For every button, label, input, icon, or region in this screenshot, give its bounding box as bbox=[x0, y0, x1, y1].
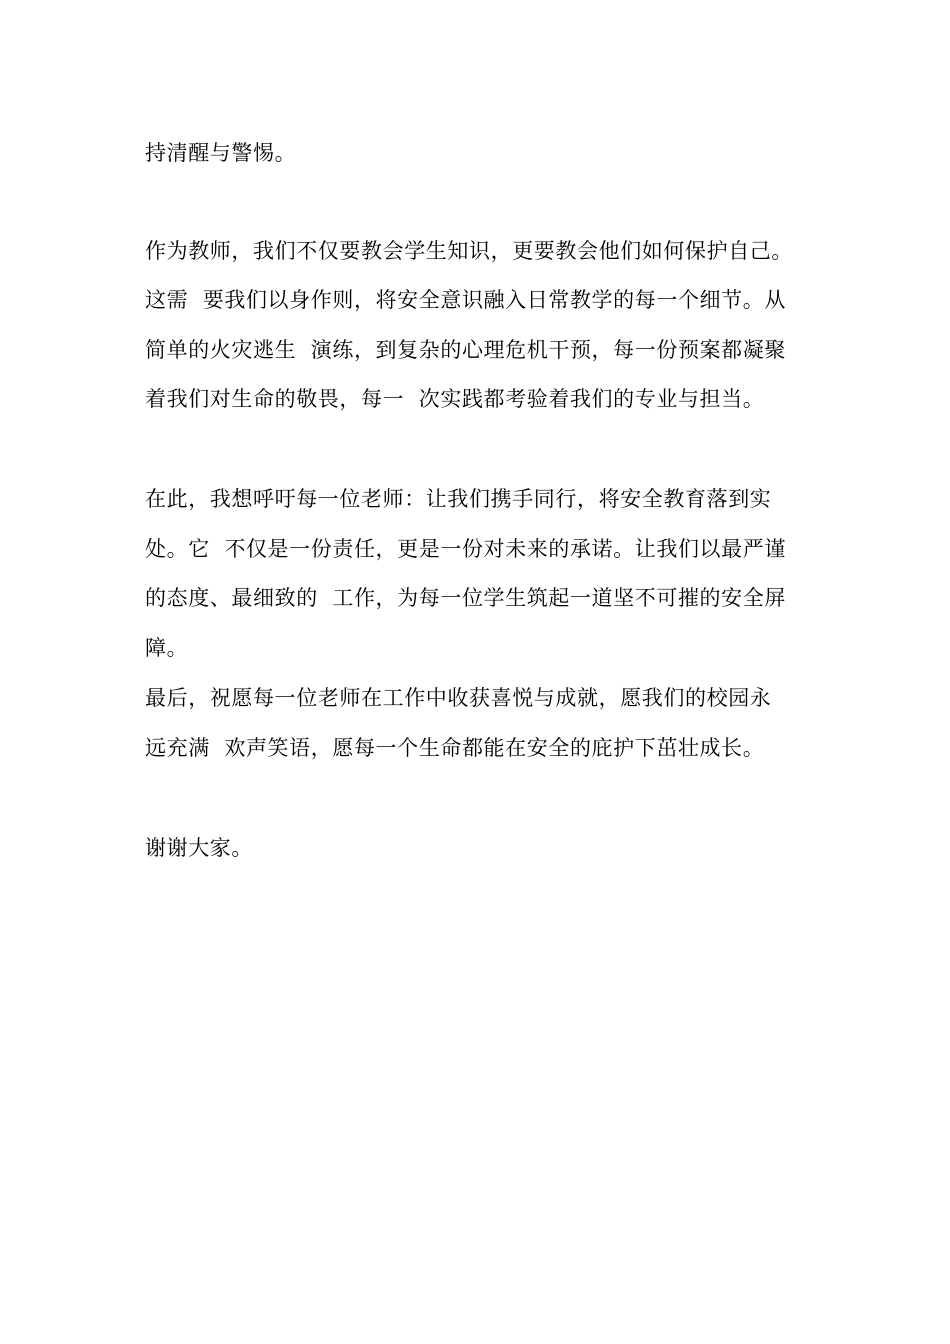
paragraph-line: 障。 bbox=[145, 636, 189, 660]
paragraph-line: 在此，我想呼吁每一位老师：让我们携手同行，将安全教育落到实 bbox=[145, 487, 772, 511]
paragraph-line: 最后，祝愿每一位老师在工作中收获喜悦与成就，愿我们的校园永 bbox=[145, 686, 772, 710]
paragraph-line: 的态度、最细致的 工作，为每一位学生筑起一道坚不可摧的安全屏 bbox=[145, 586, 786, 610]
paragraph-line: 着我们对生命的敬畏，每一 次实践都考验着我们的专业与担当。 bbox=[145, 387, 765, 411]
paragraph-line: 简单的火灾逃生 演练，到复杂的心理危机干预，每一份预案都凝聚 bbox=[145, 338, 786, 362]
paragraph-line: 持清醒与警惕。 bbox=[145, 141, 297, 165]
paragraph-line: 处。它 不仅是一份责任，更是一份对未来的承诺。让我们以最严谨 bbox=[145, 537, 786, 561]
closing-line: 谢谢大家。 bbox=[145, 836, 253, 860]
paragraph-line: 远充满 欢声笑语，愿每一个生命都能在安全的庇护下茁壮成长。 bbox=[145, 736, 765, 760]
paragraph-line: 作为教师，我们不仅要教会学生知识，更要教会他们如何保护自己。 bbox=[145, 239, 793, 263]
paragraph-line: 这需 要我们以身作则，将安全意识融入日常教学的每一个细节。从 bbox=[145, 288, 786, 312]
